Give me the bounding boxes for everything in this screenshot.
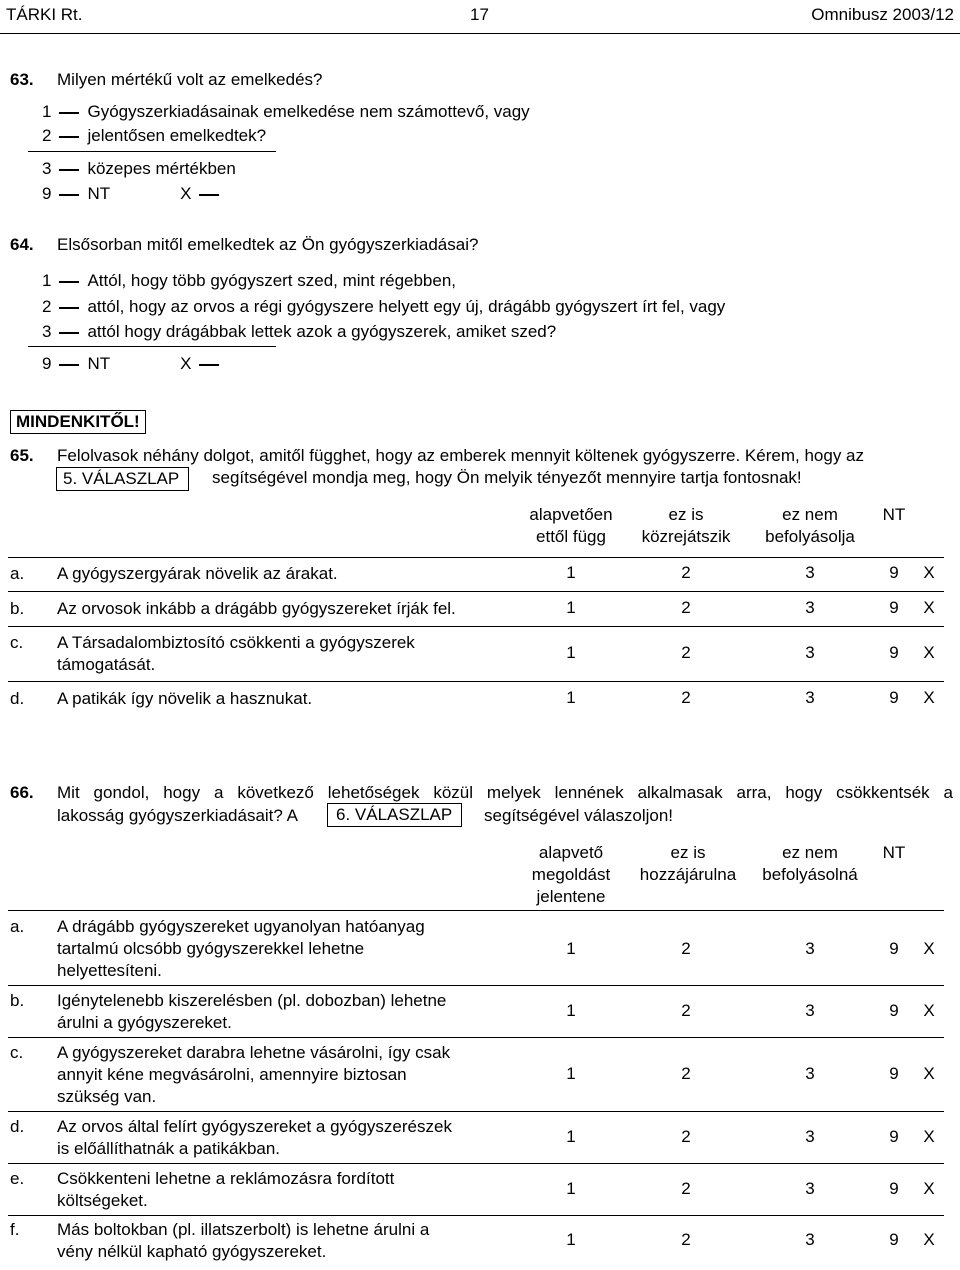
row-text: vény nélkül kapható gyógyszereket. [57, 1242, 327, 1261]
header-line: ez nem [782, 843, 838, 862]
row-divider [8, 557, 944, 558]
header-line: alapvető [538, 843, 604, 862]
option-text: NT [87, 354, 111, 373]
row-letter: c. [10, 1043, 24, 1062]
row-text: is előállíthatnák a patikákban. [57, 1139, 281, 1158]
row-divider [8, 626, 944, 627]
row-letter: a. [10, 564, 25, 583]
column-header [876, 504, 912, 526]
answer-code[interactable]: 2 [681, 563, 691, 582]
row-text: Csökkenteni lehetne a reklámozásra fordított [57, 1169, 395, 1188]
column-header [626, 504, 746, 548]
option-text: attól hogy drágábbak lettek azok a gyógyszerek, amiket szed? [87, 322, 557, 341]
row-text: A Társadalombiztosító csökkenti a gyógyszerek [57, 633, 415, 652]
dash [59, 307, 79, 309]
option-code: 3 [42, 159, 52, 178]
header-left: TÁRKI Rt. [6, 5, 83, 24]
row-divider [8, 985, 944, 986]
column-header [626, 842, 750, 886]
answer-code[interactable]: 9 [889, 1179, 899, 1198]
answer-option[interactable] [42, 322, 556, 342]
row-letter: b. [10, 599, 25, 618]
option-code: 1 [42, 102, 52, 121]
answer-code[interactable]: 9 [889, 563, 899, 582]
row-letter: f. [10, 1220, 20, 1239]
answer-code[interactable]: 1 [566, 1127, 576, 1146]
answer-code[interactable]: 2 [681, 598, 691, 617]
answer-card-ref: 6. VÁLASZLAP [327, 803, 462, 827]
answer-code[interactable]: 2 [681, 1064, 691, 1083]
page-number: 17 [470, 5, 489, 24]
answer-option[interactable] [42, 102, 530, 122]
row-divider [8, 1163, 944, 1164]
row-letter: d. [10, 689, 25, 708]
answer-code[interactable]: 1 [566, 598, 576, 617]
row-divider [8, 1215, 944, 1216]
dash [59, 332, 79, 334]
answer-code[interactable]: X [923, 598, 935, 617]
question-number: 64. [10, 235, 34, 254]
answer-code[interactable]: X [923, 1179, 935, 1198]
question-text: Felolvasok néhány dolgot, amitől függhet, hogy az emberek mennyit költenek gyógyszerre. Kérem, hogy az [57, 446, 864, 465]
answer-code[interactable]: 9 [889, 643, 899, 662]
header-line: befolyásolná [762, 865, 858, 884]
separator-line [28, 346, 276, 347]
row-text: Igénytelenebb kiszerelésben (pl. dobozban) lehetne [57, 991, 447, 1010]
row-divider [8, 681, 944, 682]
answer-option[interactable] [42, 159, 236, 179]
answer-code[interactable]: 1 [566, 1230, 576, 1249]
header-line: közrejátszik [641, 527, 731, 546]
header-line: ez is [670, 843, 706, 862]
answer-code[interactable]: 3 [805, 1179, 815, 1198]
row-letter: a. [10, 917, 25, 936]
answer-card-ref: 5. VÁLASZLAP [56, 467, 189, 491]
row-divider [8, 1037, 944, 1038]
dash [199, 194, 219, 196]
dash [59, 194, 79, 196]
answer-code[interactable]: 9 [889, 1001, 899, 1020]
separator-line [28, 151, 276, 152]
answer-code[interactable]: 3 [805, 1127, 815, 1146]
header-line: alapvetően [529, 505, 613, 524]
answer-code[interactable]: 2 [681, 1001, 691, 1020]
row-text: A patikák így növelik a hasznukat. [57, 689, 313, 708]
header-right: Omnibusz 2003/12 [811, 5, 954, 24]
row-text: Az orvosok inkább a drágább gyógyszereket írják fel. [57, 599, 456, 618]
answer-code[interactable]: X [923, 939, 935, 958]
dash [59, 169, 79, 171]
dash [59, 281, 79, 283]
header-line: jelentene [536, 887, 606, 906]
answer-code[interactable]: 2 [681, 688, 691, 707]
row-letter: c. [10, 633, 24, 652]
header-rule [0, 33, 960, 34]
option-text: Gyógyszerkiadásainak emelkedése nem számottevő, vagy [87, 102, 530, 121]
row-letter: e. [10, 1169, 25, 1188]
header-line: ettől függ [536, 527, 606, 546]
question-text: Elsősorban mitől emelkedtek az Ön gyógyszerkiadásai? [57, 235, 479, 254]
row-text: árulni a gyógyszereket. [57, 1013, 232, 1032]
answer-code[interactable]: 3 [805, 1001, 815, 1020]
answer-code[interactable]: X [923, 563, 935, 582]
answer-code[interactable]: 3 [805, 1064, 815, 1083]
column-header [508, 504, 634, 548]
answer-code[interactable]: 1 [566, 1001, 576, 1020]
answer-option[interactable] [42, 126, 266, 146]
answer-code[interactable]: 9 [889, 939, 899, 958]
header-line: hozzájárulna [639, 865, 737, 884]
option-text: NT [87, 184, 111, 203]
option-code: 9 [42, 184, 52, 203]
question-text: Milyen mértékű volt az emelkedés? [57, 70, 323, 89]
answer-code[interactable]: 9 [889, 598, 899, 617]
instruction-box: MINDENKITŐL! [10, 410, 146, 434]
header-line: megoldást [531, 865, 611, 884]
answer-code[interactable]: 2 [681, 1230, 691, 1249]
dash [59, 364, 79, 366]
answer-option[interactable] [42, 354, 227, 374]
dash [59, 136, 79, 138]
row-letter: b. [10, 991, 25, 1010]
answer-code[interactable]: X [923, 1064, 935, 1083]
answer-code[interactable]: 1 [566, 688, 576, 707]
answer-code[interactable]: 2 [681, 643, 691, 662]
answer-code[interactable]: 1 [566, 1179, 576, 1198]
row-text: költségeket. [57, 1191, 148, 1210]
row-text: Más boltokban (pl. illatszerbolt) is lehetne árulni a [57, 1220, 430, 1239]
header-line: NT [882, 843, 906, 862]
option-text: közepes mértékben [87, 159, 236, 178]
answer-code[interactable]: 1 [566, 563, 576, 582]
question-number: 65. [10, 446, 34, 465]
answer-code[interactable]: 9 [889, 1230, 899, 1249]
answer-code[interactable]: 2 [681, 1179, 691, 1198]
answer-option[interactable] [42, 271, 456, 291]
row-divider [8, 910, 944, 911]
row-text: szükség van. [57, 1087, 157, 1106]
option-x: X [180, 184, 192, 203]
column-header [748, 842, 872, 886]
row-letter: d. [10, 1117, 25, 1136]
row-divider [8, 591, 944, 592]
option-code: 3 [42, 322, 52, 341]
header-line: befolyásolja [765, 527, 855, 546]
answer-code[interactable]: 1 [566, 643, 576, 662]
header-line: ez is [668, 505, 704, 524]
row-text: A drágább gyógyszereket ugyanolyan hatóanyag [57, 917, 425, 936]
answer-code[interactable]: 3 [805, 688, 815, 707]
row-text: annyit kéne megvásárolni, amennyire biztosan [57, 1065, 407, 1084]
answer-option[interactable] [42, 297, 725, 317]
row-text: helyettesíteni. [57, 961, 162, 980]
row-text: A gyógyszergyárak növelik az árakat. [57, 564, 338, 583]
row-divider [8, 1111, 944, 1112]
answer-option[interactable] [42, 184, 227, 204]
answer-code[interactable]: 2 [681, 939, 691, 958]
answer-code[interactable]: 9 [889, 688, 899, 707]
question-text: segítségével válaszoljon! [484, 806, 674, 825]
answer-code[interactable]: 3 [805, 598, 815, 617]
question-text: lakosság gyógyszerkiadásait? A [57, 806, 298, 825]
dash [199, 364, 219, 366]
option-x: X [180, 354, 192, 373]
question-number: 63. [10, 70, 34, 89]
answer-code[interactable]: 9 [889, 1127, 899, 1146]
dash [59, 112, 79, 114]
answer-code[interactable]: X [923, 1001, 935, 1020]
option-text: attól, hogy az orvos a régi gyógyszere helyett egy új, drágább gyógyszert írt fel, vagy [87, 297, 726, 316]
row-text: Az orvos által felírt gyógyszereket a gyógyszerészek [57, 1117, 452, 1136]
answer-code[interactable]: X [923, 688, 935, 707]
option-text: Attól, hogy több gyógyszert szed, mint régebben, [87, 271, 457, 290]
answer-code[interactable]: 2 [681, 1127, 691, 1146]
column-header [748, 504, 872, 548]
option-code: 1 [42, 271, 52, 290]
header-line: ez nem [782, 505, 838, 524]
header-line: NT [882, 505, 906, 524]
question-text: Mit gondol, hogy a következő lehetőségek közül melyek lennének alkalmasak arra, hogy csökkentsék a [57, 783, 953, 802]
answer-code[interactable]: X [923, 643, 935, 662]
option-code: 2 [42, 126, 52, 145]
column-header [876, 842, 912, 864]
column-header [508, 842, 634, 908]
answer-code[interactable]: 9 [889, 1064, 899, 1083]
option-text: jelentősen emelkedtek? [87, 126, 267, 145]
answer-code[interactable]: X [923, 1127, 935, 1146]
answer-code[interactable]: 3 [805, 643, 815, 662]
answer-code[interactable]: 1 [566, 1064, 576, 1083]
row-text: támogatását. [57, 655, 156, 674]
answer-code[interactable]: 3 [805, 1230, 815, 1249]
option-code: 2 [42, 297, 52, 316]
answer-code[interactable]: 3 [805, 563, 815, 582]
option-code: 9 [42, 354, 52, 373]
answer-code[interactable]: X [923, 1230, 935, 1249]
row-text: tartalmú olcsóbb gyógyszerekkel lehetne [57, 939, 365, 958]
question-number: 66. [10, 783, 34, 802]
answer-code[interactable]: 1 [566, 939, 576, 958]
row-text: A gyógyszereket darabra lehetne vásárolni, így csak [57, 1043, 451, 1062]
answer-code[interactable]: 3 [805, 939, 815, 958]
question-text: segítségével mondja meg, hogy Ön melyik tényezőt mennyire tartja fontosnak! [212, 468, 802, 487]
